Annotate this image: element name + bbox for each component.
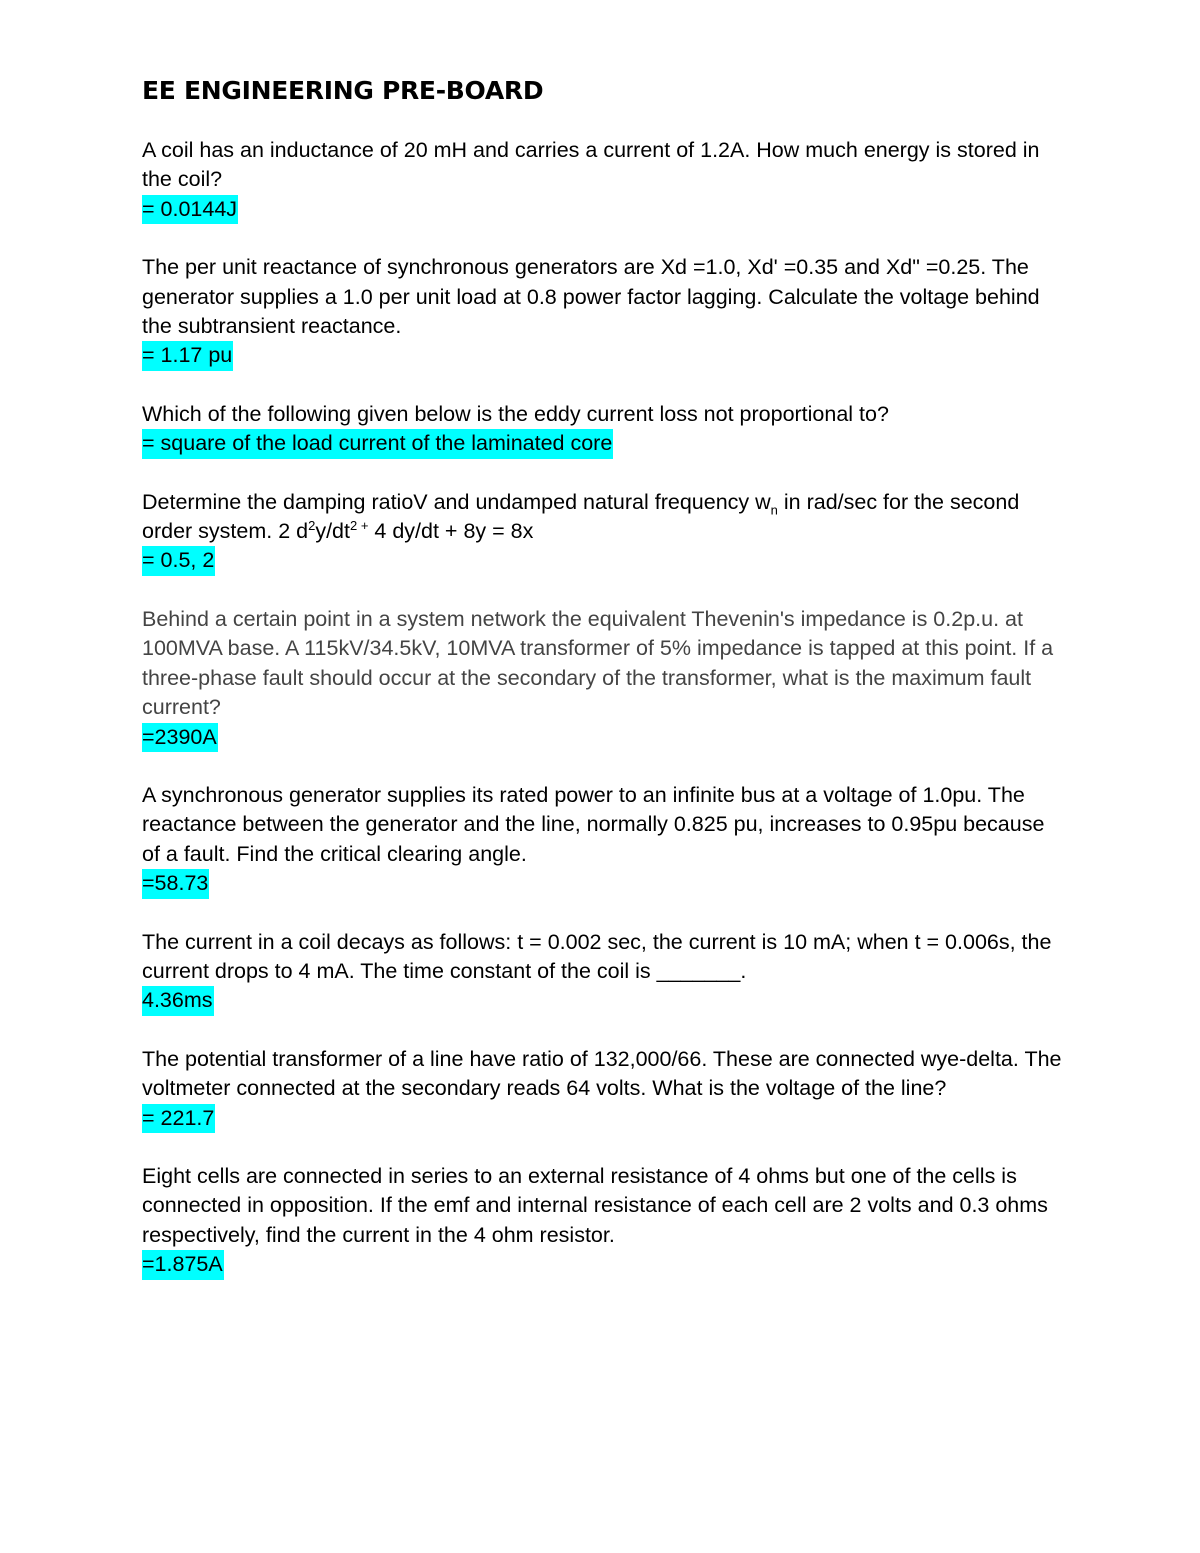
- document-page: [142, 74, 1062, 1309]
- question-part: in rad/sec for the second order system. 2 d: [142, 489, 1020, 544]
- qa-item-7: [142, 928, 1062, 1016]
- qa-item-9: [142, 1162, 1062, 1280]
- answer-highlight: 4.36ms: [142, 986, 214, 1015]
- question-part: y/dt: [315, 519, 350, 544]
- answer-highlight: =1.875A: [142, 1250, 224, 1279]
- question-text: Behind a certain point in a system network the equivalent Thevenin's impedance is 0.2p.u. at 100MVA base. A 115kV/34.5kV, 10MVA transformer of 5% impedance is tapped at this point. If a three-phase fault should occur at the secondary of the transformer, what is the maximum fault current?: [142, 606, 1054, 720]
- question-text: The per unit reactance of synchronous generators are Xd =1.0, Xd' =0.35 and Xd" =0.25. The generator supplies a 1.0 per unit load at 0.8 power factor lagging. Calculate the voltage behind the subtransient reactance.: [142, 255, 1040, 339]
- question-text: The current in a coil decays as follows: t = 0.002 sec, the current is 10 mA; when t = 0.006s, the current drops to 4 mA. The time constant of the coil is _______.: [142, 929, 1052, 983]
- question-text: Which of the following given below is the eddy current loss not proportional to?: [142, 401, 889, 426]
- answer-highlight: = 0.5, 2: [142, 546, 215, 575]
- question-text: Eight cells are connected in series to an external resistance of 4 ohms but one of the cells is connected in opposition. If the emf and internal resistance of each cell are 2 volts and 0.3 ohms respectively, find the current in the 4 ohm resistor.: [142, 1163, 1048, 1247]
- answer-highlight: = 1.17 pu: [142, 341, 233, 370]
- answer-highlight: = 0.0144J: [142, 195, 238, 224]
- qa-item-4: [142, 488, 1062, 576]
- qa-item-2: [142, 253, 1062, 371]
- answer-highlight: =2390A: [142, 723, 218, 752]
- question-text: [142, 488, 1062, 547]
- subscript-n: n: [770, 501, 778, 517]
- superscript-2-plus: 2 +: [349, 517, 369, 533]
- question-part: 4 dy/dt + 8y = 8x: [368, 519, 534, 544]
- question-text: A coil has an inductance of 20 mH and carries a current of 1.2A. How much energy is stored in the coil?: [142, 138, 1040, 192]
- qa-item-1: [142, 136, 1062, 224]
- superscript-2: 2: [308, 517, 316, 533]
- qa-item-3: [142, 400, 1062, 459]
- answer-highlight: = square of the load current of the laminated core: [142, 429, 613, 458]
- question-text: A synchronous generator supplies its rated power to an infinite bus at a voltage of 1.0pu. The reactance between the generator and the line, normally 0.825 pu, increases to 0.95pu because of a fault. Find the critical clearing angle.: [142, 782, 1045, 866]
- question-text: The potential transformer of a line have ratio of 132,000/66. These are connected wye-delta. The voltmeter connected at the secondary reads 64 volts. What is the voltage of the line?: [142, 1046, 1062, 1101]
- qa-item-8: [142, 1045, 1062, 1133]
- qa-item-5: [142, 605, 1062, 752]
- document-title: EE ENGINEERING PRE-BOARD: [142, 76, 544, 105]
- qa-item-6: [142, 781, 1062, 899]
- answer-highlight: = 221.7: [142, 1104, 215, 1133]
- question-part: Determine the damping ratioV and undamped natural frequency w: [142, 489, 771, 514]
- answer-highlight: =58.73: [142, 869, 209, 898]
